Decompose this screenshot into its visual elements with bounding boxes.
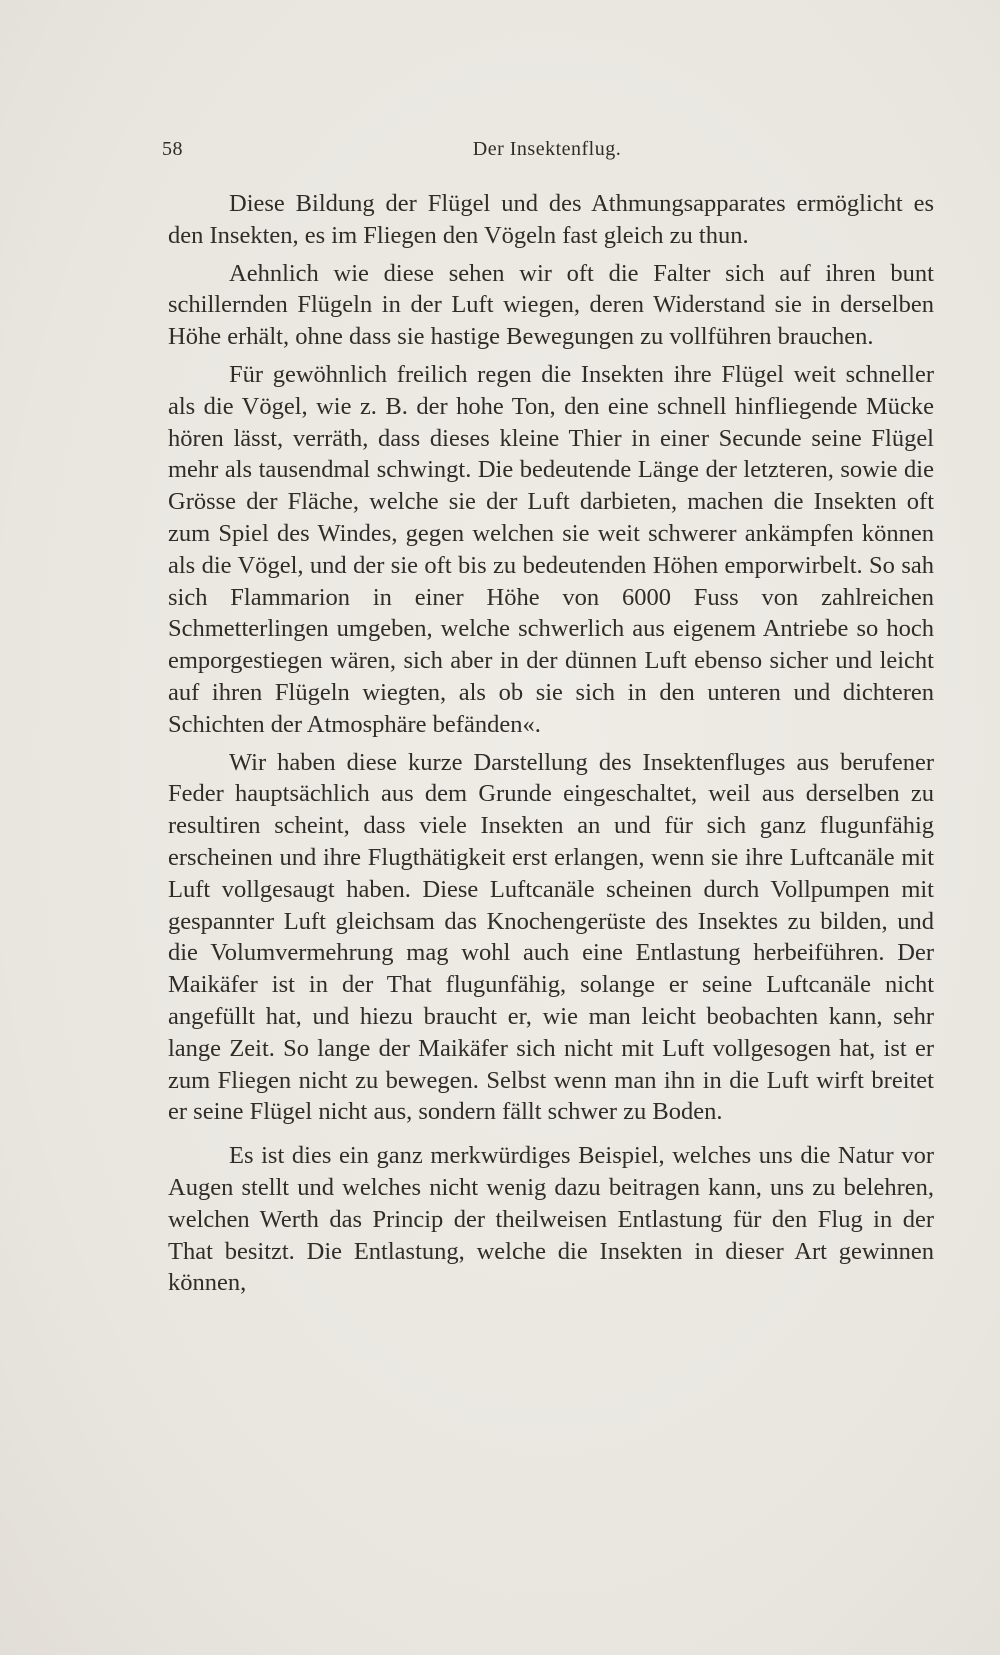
paragraph-3: Für gewöhnlich freilich regen die Insekten ihre Flügel weit schneller als die Vögel, wie z. B. der hohe Ton, den eine schnell hinfliegende Mücke hören lässt, verräth, dass dieses kleine Thier in einer Secunde seine Flügel mehr als tausendmal schwingt. Die bedeutende Länge der letzteren, sowie die Grösse der Fläche, welche sie der Luft darbieten, machen die Insekten oft zum Spiel des Windes, gegen welchen sie weit schwerer ankämpfen können als die Vögel, und der sie oft bis zu bedeutenden Höhen emporwirbelt. So sah sich Flammarion in einer Höhe von 6000 Fuss von zahlreichen Schmetterlingen umgeben, welche schwerlich aus eigenem Antriebe so hoch emporgestiegen wären, sich aber in der dünnen Luft ebenso sicher und leicht auf ihren Flügeln wiegten, als ob sie sich in den unteren und dichteren Schichten der Atmosphäre befänden«. [168, 360, 934, 738]
body-text [168, 188, 934, 1299]
paragraph-2: Aehnlich wie diese sehen wir oft die Falter sich auf ihren bunt schillernden Flügeln in der Luft wiegen, deren Widerstand sie in derselben Höhe erhält, ohne dass sie hastige Bewegungen zu vollführen brauchen. [168, 259, 934, 351]
page-header [162, 138, 932, 168]
paragraph-4: Wir haben diese kurze Darstellung des Insektenfluges aus berufener Feder hauptsächlich aus dem Grunde eingeschaltet, weil aus derselben zu resultiren scheint, dass viele Insekten an und für sich ganz flugunfähig erscheinen und ihre Flugthätigkeit erst erlangen, wenn sie ihre Luftcanäle mit Luft vollgesaugt haben. Diese Luftcanäle scheinen durch Vollpumpen mit gespannter Luft gleichsam das Knochengerüste des Insektes zu bilden, und die Volumvermehrung mag wohl auch eine Entlastung herbeiführen. Der Maikäfer ist in der That flugunfähig, solange er seine Luftcanäle nicht angefüllt hat, und hiezu braucht er, wie man leicht beobachten kann, sehr lange Zeit. So lange der Maikäfer sich nicht mit Luft vollgesogen hat, ist er zum Fliegen nicht zu bewegen. Selbst wenn man ihn in die Luft wirft breitet er seine Flügel nicht aus, sondern fällt schwer zu Boden. [168, 748, 934, 1126]
page-number: 58 [162, 138, 183, 160]
paragraph-5: Es ist dies ein ganz merkwürdiges Beispiel, welches uns die Natur vor Augen stellt und welches nicht wenig dazu beitragen kann, uns zu belehren, welchen Werth das Princip der theilweisen Entlastung für den Flug in der That besitzt. Die Entlastung, welche die Insekten in dieser Art gewinnen können, [168, 1142, 934, 1297]
paragraph-1: Diese Bildung der Flügel und des Athmungsapparates ermöglicht es den Insekten, es im Fliegen den Vögeln fast gleich zu thun. [168, 190, 934, 249]
running-title: Der Insektenflug. [472, 138, 622, 160]
